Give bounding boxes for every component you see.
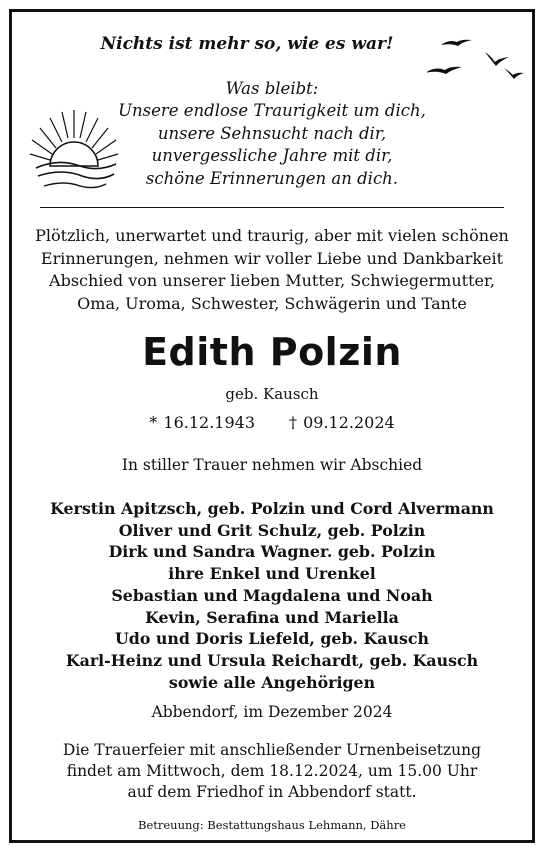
service-line: findet am Mittwoch, dem 18.12.2024, um 15.00 Uhr xyxy=(66,762,478,780)
mourner-line: ihre Enkel und Urenkel xyxy=(168,564,376,584)
mourner-line: Karl-Heinz und Ursula Reichardt, geb. Kausch xyxy=(65,650,479,670)
intro-line: Abschied von unserer lieben Mutter, Schwiegermutter, xyxy=(49,271,495,291)
poem-line: unsere Sehnsucht nach dir, xyxy=(157,123,387,143)
mourners-list xyxy=(12,498,532,693)
service-info xyxy=(12,740,532,803)
farewell-text: In stiller Trauer nehmen wir Abschied xyxy=(121,456,423,474)
poem-line: unvergessliche Jahre mit dir, xyxy=(151,146,393,166)
intro-line: Erinnerungen, nehmen wir voller Liebe und Dankbarkeit xyxy=(40,248,504,268)
maiden-name: geb. Kausch xyxy=(225,385,319,403)
service-line: auf dem Friedhof in Abbendorf statt. xyxy=(127,783,417,801)
death-date: † 09.12.2024 xyxy=(289,413,395,432)
mourner-line: Kerstin Apitzsch, geb. Polzin und Cord Alvermann xyxy=(50,499,494,518)
sunset-over-hills-icon xyxy=(28,104,120,196)
mourner-line: Sebastian und Magdalena und Noah xyxy=(111,585,433,605)
place-date: Abbendorf, im Dezember 2024 xyxy=(151,703,393,721)
funeral-home-credit: Betreuung: Bestattungshaus Lehmann, Dähre xyxy=(138,818,406,832)
flying-birds-icon xyxy=(427,30,527,80)
motto: Nichts ist mehr so, wie es war! xyxy=(100,34,394,54)
deceased-name: Edith Polzin xyxy=(142,330,402,374)
intro-line: Oma, Uroma, Schwester, Schwägerin und Tante xyxy=(77,293,467,313)
mourner-line: sowie alle Angehörigen xyxy=(168,672,376,692)
obituary-frame xyxy=(9,9,535,843)
poem-line: Unsere endlose Traurigkeit um dich, xyxy=(118,101,426,121)
mourner-line: Oliver und Grit Schulz, geb. Polzin xyxy=(118,520,426,540)
service-line: Die Trauerfeier mit anschließender Urnenbeisetzung xyxy=(62,741,482,759)
poem-line: schöne Erinnerungen an dich. xyxy=(145,168,399,188)
mourner-line: Kevin, Serafina und Mariella xyxy=(145,607,399,627)
life-dates xyxy=(12,413,532,432)
intro-line: Plötzlich, unerwartet und traurig, aber mit vielen schönen xyxy=(35,226,509,245)
mourner-line: Udo und Doris Liefeld, geb. Kausch xyxy=(115,629,429,649)
divider xyxy=(40,207,504,208)
mourner-line: Dirk und Sandra Wagner. geb. Polzin xyxy=(108,542,436,562)
intro-text xyxy=(12,225,532,315)
poem-line: Was bleibt: xyxy=(225,79,319,98)
birth-date: * 16.12.1943 xyxy=(149,413,255,432)
